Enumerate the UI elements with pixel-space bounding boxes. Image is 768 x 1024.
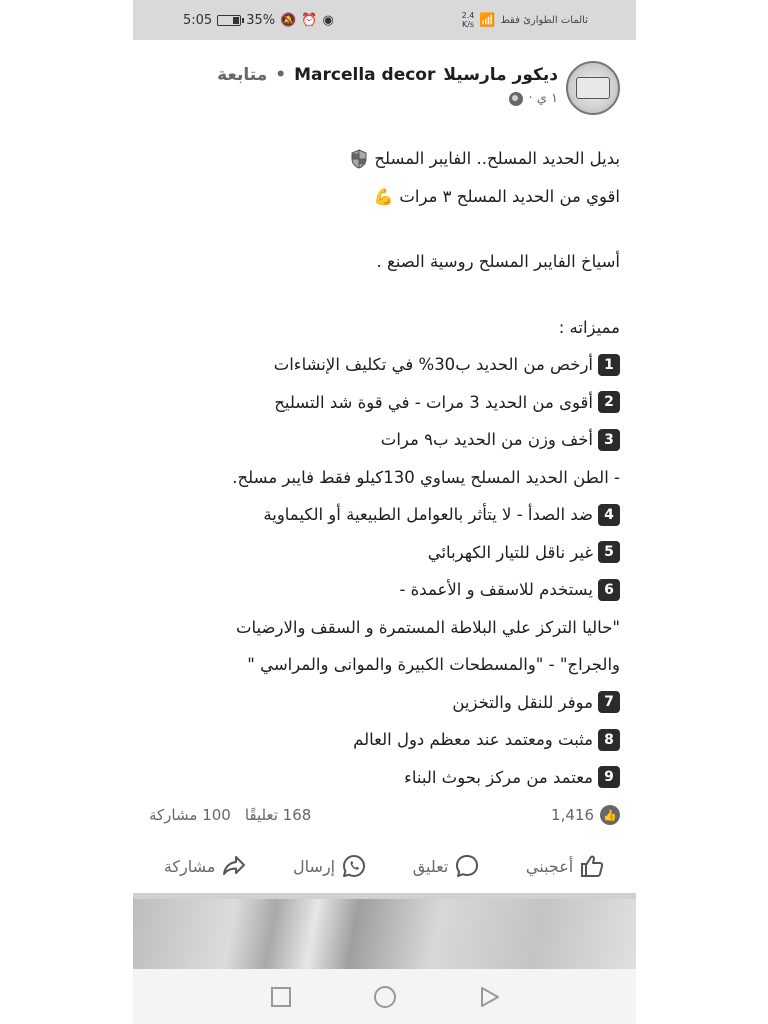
back-triangle-icon [478,986,500,1008]
globe-icon [509,92,523,106]
square-icon [271,987,291,1007]
feature-item [145,496,620,534]
feature-item [145,684,620,722]
line-text: أقوى من الحديد 3 مرات - في قوة شد التسليح [274,392,593,412]
avatar-logo-icon [576,77,610,99]
name-row [217,65,558,85]
line-text: معتمد من مركز بحوث البناء [404,767,593,787]
line-text: ضد الصدأ - لا يتأثر بالعوامل الطبيعية أو الكيماوية [263,505,593,524]
post-line [145,140,620,178]
line-text: بديل الحديد المسلح.. الفايبر المسلح [374,149,620,168]
share-label: مشاركة [163,856,216,876]
network-speed [462,11,475,29]
post-line [145,646,620,684]
line-text: اقوي من الحديد المسلح ٣ مرات [399,186,620,206]
line-text: غير ناقل للتيار الكهربائي [427,542,593,562]
status-right [462,11,588,29]
reaction-counts [133,800,636,830]
wifi-icon: 📶 [479,12,496,28]
line-text: - الطن الحديد المسلح يساوي 130كيلو فقط فايبر مسلح. [232,467,620,487]
back-button[interactable] [477,985,501,1009]
separator-dot: • [275,65,287,85]
carrier-note: ثالمات الطوارئ فقط [500,14,588,26]
share-button[interactable] [164,853,248,879]
number-4-icon: 4 [598,504,620,526]
send-button[interactable] [293,853,367,879]
thumbs-up-badge-icon: 👍 [600,805,620,825]
post-line [145,609,620,647]
engagement-counts [149,806,311,824]
share-arrow-icon [221,853,247,879]
comment-bubble-icon [454,853,480,879]
net-speed-unit: K/s [461,20,475,29]
line-text: مثبت ومعتمد عند معظم دول العالم [353,730,593,749]
number-6-icon: 6 [598,579,620,601]
post-header [133,55,636,125]
status-bar [133,0,636,40]
next-post-image[interactable] [133,899,636,969]
post-meta [217,91,558,106]
alarm-icon: ⏰ [301,12,318,28]
number-9-icon: 9 [598,766,620,788]
whatsapp-icon [341,853,367,879]
like-count-text: 1,416 [551,806,594,824]
line-text: أخف وزن من الحديد ب٩ مرات [380,430,593,449]
feature-item [145,384,620,422]
header-text [217,61,558,106]
feature-item [145,534,620,572]
home-button[interactable] [373,985,397,1009]
clock: 5:05 [183,12,213,28]
thumbs-up-icon [579,853,605,879]
shield-icon [350,149,368,169]
battery-percent: 35% [246,12,276,28]
like-label: أعجبني [525,856,574,876]
number-7-icon: 7 [598,691,620,713]
action-bar [133,842,636,890]
number-8-icon: 8 [598,729,620,751]
send-label: إرسال [293,856,336,876]
post-line [145,459,620,497]
line-text: والجراج" - "والمسطحات الكبيرة والموانى والمراسي " [247,655,620,674]
blank-line [145,281,620,309]
feature-item [145,721,620,759]
blank-line [145,215,620,243]
post-line [145,178,620,216]
page-name-english[interactable]: Marcella decor [294,65,436,85]
line-text: موفر للنقل والتخزين [452,692,593,712]
line-text: أرخص من الحديد ب30% في تكليف الإنشاءات [273,355,593,374]
number-2-icon: 2 [598,391,620,413]
post-line [145,243,620,281]
recent-apps-button[interactable] [269,985,293,1009]
post-line [145,309,620,347]
avatar[interactable] [566,61,620,115]
comment-label: تعليق [412,856,449,876]
feature-item [145,421,620,459]
like-button[interactable] [526,853,605,879]
status-left [183,13,334,28]
feature-item [145,759,620,797]
number-5-icon: 5 [598,541,620,563]
net-speed-value: 2.4 [461,11,475,20]
page-name-arabic[interactable]: ديكور مارسيلا [443,65,558,85]
mute-icon: 🔕 [280,12,297,28]
line-text: أسياخ الفايبر المسلح روسية الصنع . [376,252,620,271]
system-nav-bar [133,969,636,1024]
like-count[interactable] [551,805,620,825]
follow-button[interactable]: متابعة [217,65,268,85]
circle-icon [374,986,396,1008]
feature-item [145,346,620,384]
post-time[interactable]: ١ ي · [528,91,558,106]
line-text: "حاليا التركز علي البلاطة المستمرة و السقف والارضيات [235,617,620,637]
eye-icon: ◉ [322,12,334,28]
comment-count[interactable]: 168 تعليقًا [244,806,312,824]
comment-button[interactable] [413,853,481,879]
post-text [145,140,620,796]
line-text: يستخدم للاسقف و الأعمدة - [399,580,593,599]
phone-screen [133,0,636,1024]
number-3-icon: 3 [598,429,620,451]
feature-item [145,571,620,609]
flexed-biceps-icon: 💪 [373,186,394,206]
share-count[interactable]: 100 مشاركة [149,806,231,824]
line-text: مميزاته : [558,317,620,337]
battery-icon [217,15,241,26]
number-1-icon: 1 [598,354,620,376]
